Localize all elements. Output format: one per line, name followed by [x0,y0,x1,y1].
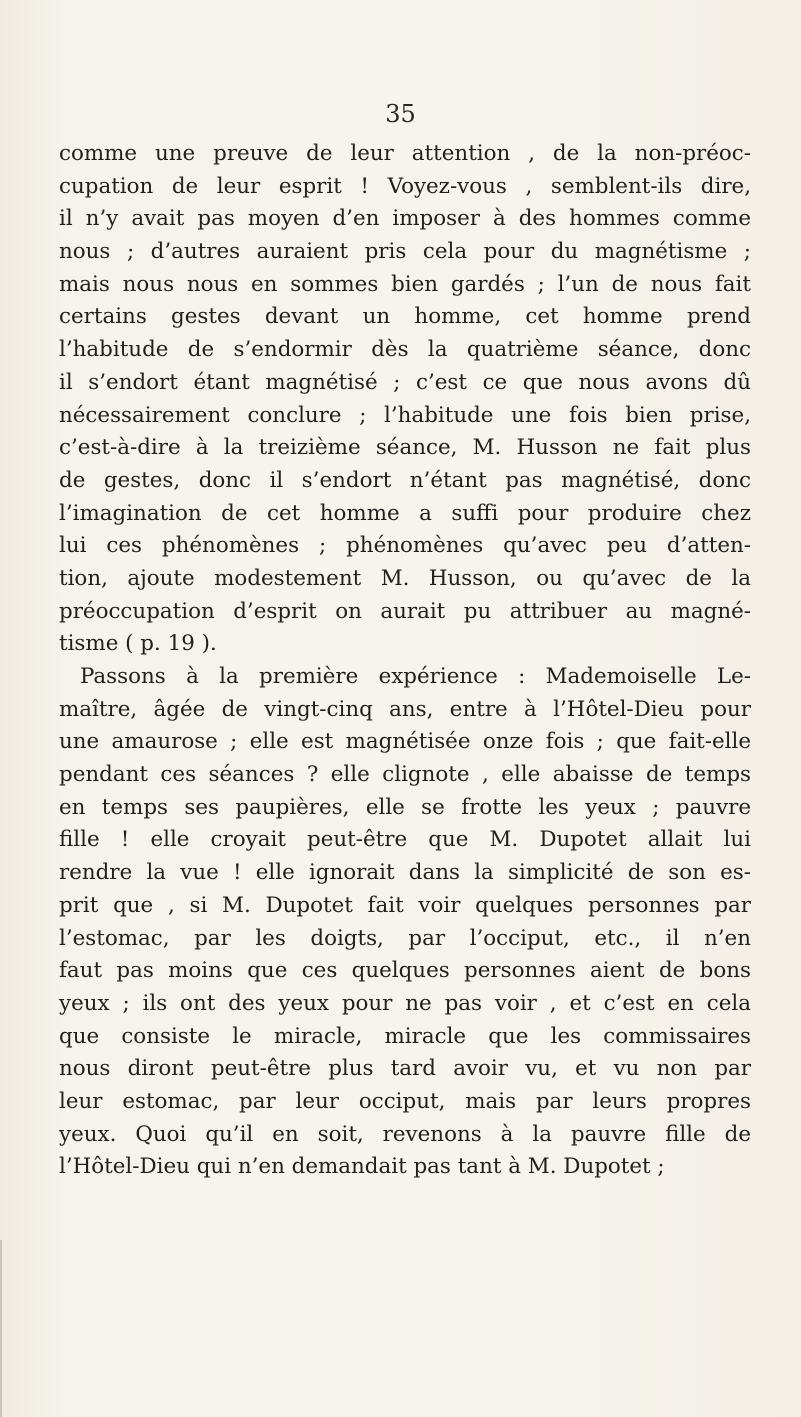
text-line-7: l’habitude de s’endormir dès la quatrième séance, donc [59,337,751,363]
text-line-6: certains gestes devant un homme, cet homme prend [59,304,751,330]
text-line-27: yeux ; ils ont des yeux pour ne pas voir , et c’est en cela [59,990,751,1016]
text-line-2: cupation de leur esprit ! Voyez-vous , semblent-ils dire, [59,173,751,199]
text-line-13: lui ces phénomènes ; phénomènes qu’avec peu d’atten- [59,533,751,559]
text-line-20: pendant ces séances ? elle clignote , elle abaisse de temps [59,762,751,788]
text-line-25: l’estomac, par les doigts, par l’occiput, etc., il n’en [59,925,751,951]
text-line-14: tion, ajoute modestement M. Husson, ou qu’avec de la [59,565,751,591]
body-text [59,138,751,1184]
left-edge-mark [0,1240,2,1417]
text-line-19: une amaurose ; elle est magnétisée onze fois ; que fait-elle [59,729,751,755]
text-line-29: nous diront peut-être plus tard avoir vu, et vu non par [59,1056,751,1082]
text-line-26: faut pas moins que ces quelques personnes aient de bons [59,958,751,984]
text-line-15: préoccupation d’esprit on aurait pu attribuer au magné- [59,598,751,624]
text-line-10: c’est-à-dire à la treizième séance, M. Husson ne fait plus [59,435,751,461]
text-line-21: en temps ses paupières, elle se frotte les yeux ; pauvre [59,794,751,820]
text-line-3: il n’y avait pas moyen d’en imposer à des hommes comme [59,206,751,232]
text-line-30: leur estomac, par leur occiput, mais par leurs propres [59,1088,751,1114]
text-line-28: que consiste le miracle, miracle que les commissaires [59,1023,751,1049]
page-number: 35 [385,100,416,128]
text-line-17: Passons à la première expérience : Mademoiselle Le- [80,664,751,689]
text-line-4: nous ; d’autres auraient pris cela pour du magnétisme ; [59,239,751,265]
text-line-31: yeux. Quoi qu’il en soit, revenons à la pauvre fille de [59,1121,751,1147]
text-line-1: comme une preuve de leur attention , de la non-préoc- [59,141,751,166]
text-line-24: prit que , si M. Dupotet fait voir quelques personnes par [59,892,751,918]
text-line-12: l’imagination de cet homme a suffi pour produire chez [59,500,751,526]
text-line-16: tisme ( p. 19 ). [59,631,217,657]
text-line-9: nécessairement conclure ; l’habitude une fois bien prise, [59,402,751,428]
text-line-8: il s’endort étant magnétisé ; c’est ce que nous avons dû [59,369,751,395]
text-line-23: rendre la vue ! elle ignorait dans la simplicité de son es- [59,860,751,886]
text-line-11: de gestes, donc il s’endort n’étant pas magnétisé, donc [59,467,751,493]
text-line-18: maître, âgée de vingt-cinq ans, entre à l’Hôtel-Dieu pour [59,696,751,722]
text-line-5: mais nous nous en sommes bien gardés ; l’un de nous fait [59,271,751,297]
text-line-22: fille ! elle croyait peut-être que M. Dupotet allait lui [59,827,751,853]
text-line-32: l’Hôtel-Dieu qui n’en demandait pas tant à M. Dupotet ; [59,1154,665,1180]
